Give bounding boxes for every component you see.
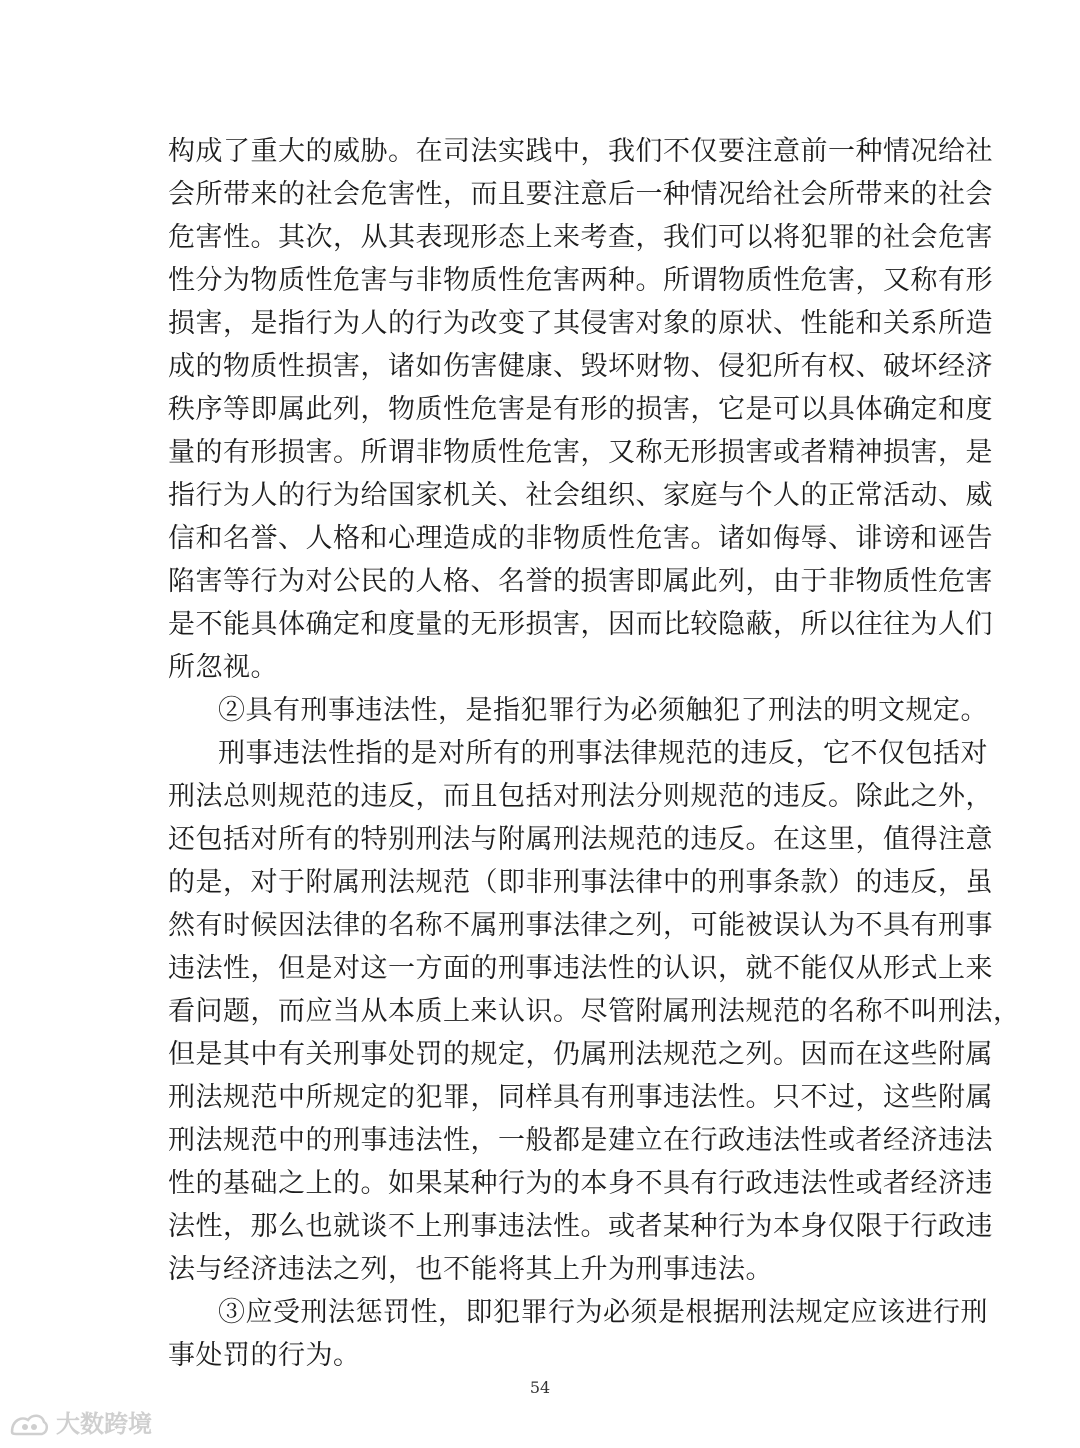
text-line: 还包括对所有的特别刑法与附属刑法规范的违反。在这里，值得注意 <box>168 824 993 855</box>
text-line: 但是其中有关刑事处罚的规定，仍属刑法规范之列。因而在这些附属 <box>168 1039 993 1070</box>
text-line: 然有时候因法律的名称不属刑事法律之列，可能被误认为不具有刑事 <box>168 910 993 941</box>
watermark-text: 大数跨境 <box>56 1410 152 1438</box>
text-line: 信和名誉、人格和心理造成的非物质性危害。诸如侮辱、诽谤和诬告 <box>168 523 993 554</box>
text-line: 性的基础之上的。如果某种行为的本身不具有行政违法性或者经济违 <box>168 1168 993 1199</box>
page-number: 54 <box>529 1378 551 1397</box>
text-line: 危害性。其次，从其表现形态上来考查，我们可以将犯罪的社会危害 <box>168 222 993 253</box>
text-line: 事处罚的行为。 <box>168 1340 361 1371</box>
text-line: 量的有形损害。所谓非物质性危害，又称无形损害或者精神损害，是 <box>168 437 993 468</box>
text-line: 看问题，而应当从本质上来认识。尽管附属刑法规范的名称不叫刑法， <box>168 996 1021 1027</box>
numbered-item-heading: ③应受刑法惩罚性，即犯罪行为必须是根据刑法规定应该进行刑 <box>218 1297 988 1328</box>
text-line: 的是，对于附属刑法规范（即非刑事法律中的刑事条款）的违反，虽 <box>168 867 993 898</box>
text-line: 法性，那么也就谈不上刑事违法性。或者某种行为本身仅限于行政违 <box>168 1211 993 1242</box>
text-line: 是不能具体确定和度量的无形损害，因而比较隐蔽，所以往往为人们 <box>168 609 993 640</box>
text-line: 刑法规范中所规定的犯罪，同样具有刑事违法性。只不过，这些附属 <box>168 1082 993 1113</box>
text-line: 刑法总则规范的违反，而且包括对刑法分则规范的违反。除此之外， <box>168 781 993 812</box>
numbered-item-heading: ②具有刑事违法性，是指犯罪行为必须触犯了刑法的明文规定。 <box>218 695 988 726</box>
paragraph-first-line: 刑事违法性指的是对所有的刑事法律规范的违反，它不仅包括对 <box>218 738 988 769</box>
text-line: 损害，是指行为人的行为改变了其侵害对象的原状、性能和关系所造 <box>168 308 993 339</box>
watermark <box>8 1408 152 1440</box>
text-line: 所忽视。 <box>168 652 278 683</box>
text-line: 构成了重大的威胁。在司法实践中，我们不仅要注意前一种情况给社 <box>168 136 993 167</box>
text-line: 刑法规范中的刑事违法性，一般都是建立在行政违法性或者经济违法 <box>168 1125 993 1156</box>
text-line: 违法性，但是对这一方面的刑事违法性的认识，就不能仅从形式上来 <box>168 953 993 984</box>
text-line: 会所带来的社会危害性，而且要注意后一种情况给社会所带来的社会 <box>168 179 993 210</box>
text-line: 法与经济违法之列，也不能将其上升为刑事违法。 <box>168 1254 773 1285</box>
text-line: 指行为人的行为给国家机关、社会组织、家庭与个人的正常活动、威 <box>168 480 993 511</box>
text-line: 成的物质性损害，诸如伤害健康、毁坏财物、侵犯所有权、破坏经济 <box>168 351 993 382</box>
text-line: 性分为物质性危害与非物质性危害两种。所谓物质性危害，又称有形 <box>168 265 993 296</box>
text-line: 秩序等即属此列，物质性危害是有形的损害，它是可以具体确定和度 <box>168 394 993 425</box>
text-line: 陷害等行为对公民的人格、名誉的损害即属此列，由于非物质性危害 <box>168 566 993 597</box>
dashujk-logo-icon <box>8 1410 50 1438</box>
